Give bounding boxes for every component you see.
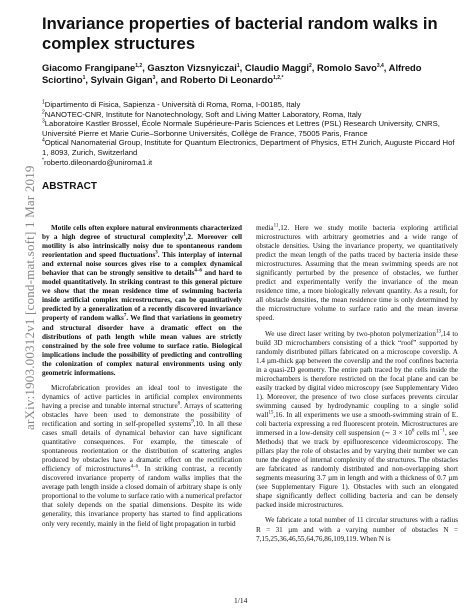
author-affil-mark: 1,2,* bbox=[273, 74, 284, 81]
affiliation: $^4$Optical Nanomaterial Group, Institute for Quantum Electronics, Department of Physics, ETH Zurich, Auguste Piccard Hof 1, 8093, Zurich, Switzerland bbox=[42, 137, 455, 157]
affiliation: $^3$Laboratoire Kastler Brossel, École Normale Supérieure-Paris Sciences et Lettres (PSL) Research University, CNRS, Université Pierre et Marie Curie–Sorbonne Universités, Collège de France, 75005 Paris, France bbox=[42, 118, 440, 138]
right-column bbox=[256, 224, 458, 546]
arxiv-stamp: arXiv:1903.00312v1 [cond-mat.soft] 1 Mar 2019 bbox=[22, 165, 37, 430]
author-affil-mark: 3,4 bbox=[376, 62, 384, 69]
author-name: Alfredo Sciortino bbox=[42, 62, 422, 85]
abstract-paragraph: Motile cells often explore natural environments characterized by a high degree of structural complexity$^1$,2. Moreover cell motility is also intrinsically noisy due to spontaneous random reorientation and speed fluctuations$^3$. This interplay of internal and external noise sources gives rise to a complex dynamical behavior that can be strongly sensitive to details$^{4-6}$ and hard to model quantitatively. In striking contrast to this general picture we show that the mean residence time of swimming bacteria inside artificial complex microstructures, can be quantitatively predicted by a generalization of a recently discovered invariance property of random walks$^7$. We find that variations in geometry and structural disorder have a dramatic effect on the distributions of path length while mean values are strictly constrained by the sole free volume to surface ratio. Biological implications include the possibility of predicting and controlling the colonization of complex natural environments using only geometric informations. bbox=[42, 224, 243, 377]
author-affil-mark: 2 bbox=[308, 62, 312, 69]
author-affil-mark: 1 bbox=[82, 74, 86, 81]
author-name: Claudio Maggi bbox=[244, 62, 309, 73]
body-paragraph-3: We fabricate a total number of 11 circular structures with a radius R = 31 µm and with a varying number of obstacles N = 7,15,25,36,46,55,64,76,86,109,119. When N is bbox=[256, 516, 458, 543]
author-name: Gaszton Vizsnyiczai bbox=[147, 62, 237, 73]
author-name: Sylvain Gigan bbox=[90, 74, 153, 85]
author-affil-mark: 1 bbox=[236, 62, 240, 69]
abstract-heading: ABSTRACT bbox=[42, 181, 97, 192]
author-affil-mark: 3 bbox=[152, 74, 156, 81]
arxiv-stamp-margin bbox=[0, 0, 40, 613]
affiliation: $^2$NANOTEC-CNR, Institute for Nanotechnology, Soft and Living Matter Laboratory, Roma, Italy bbox=[42, 109, 362, 119]
author-name: Giacomo Frangipane bbox=[42, 62, 136, 73]
affiliation: $^1$Dipartimento di Fisica, Sapienza - Università di Roma, Roma, I-00185, Italy bbox=[42, 99, 301, 109]
author-name: Romolo Savo bbox=[316, 62, 377, 73]
affiliation: *roberto.dileonardo@uniroma1.it bbox=[42, 157, 153, 167]
page-number: 1/14 bbox=[234, 596, 248, 605]
author-affil-mark: 1,2 bbox=[135, 62, 143, 69]
author-name: and Roberto Di Leonardo bbox=[160, 74, 274, 85]
affiliation-list bbox=[42, 100, 462, 167]
body-paragraph-2: We use direct laser writing by two-photon polymerization$^{13}$,14 to build 3D microchambers consisting of a thick “roof” supported by randomly distributed pillars fabricated on a microscope coverslip. A 1.4 µm-thick gap between the coverslip and the roof confines bacteria in a quasi-2D geometry. The entire path traced by the cells inside the microchambers is therefore restricted on the focal plane and can be easily tracked by digital video microscopy (see Supplementary Video 1). Moreover, the presence of two close surfaces prevents circular swimming caused by hydrodynamic coupling to a single solid wall$^{15}$,16. In all experiments we use a smooth-swimming strain of E. coli bacteria expressing a red fluorescent protein. Microstructures are immersed in a low-density cell suspension (∼ $3 \times 10^6$ cells $ml^{-1}$, see Methods) that we track by epifluorescence videomicroscopy. The pillars play the role of obstacles and by varying their number we can tune the degree of internal complexity of the structures. The obstacles are fabricated as randomly distributed and non-overlapping short segments measuring 3.7 µm in length and with a thickness of 0.7 µm (see Supplementary Figure 1). Obstacles with such an elongated shape significantly deflect colliding bacteria and can be densely packed inside microstructures. bbox=[256, 329, 459, 510]
left-column bbox=[42, 224, 242, 531]
intro-paragraph: Microfabrication provides an ideal tool to investigate the dynamics of active particles in artificial complex environments having a precise and tunable internal structure$^8$. Arrays of scattering obstacles have been used to demonstrate the possibility of rectification and sorting in self-propelled systems$^9$,10. In all these cases small details of dynamical behavior can have significant quantitative consequences. For example, the timescale of spontaneous reorientation or the distribution of scattering angles produced by obstacles have a dramatic effect on the rectification efficiency of microstructures$^{4-6}$. In striking contrast, a recently discovered invariance property of random walks implies that the average path length inside a closed domain of arbitrary shape is only proportional to the volume to surface ratio with a numerical prefactor that solely depends on the spatial dimensions. Despite its wide generality, this invariance property has started to find applications only very recently, mainly in the field of light propagation in turbid bbox=[42, 383, 242, 528]
author-list: Giacomo Frangipane$^{1,2}$, Gaszton Vizsnyiczai$^1$, Claudio Maggi$^2$, Romolo Savo$^{3,4}$, Alfredo Sciortino$^1$, Sylvain Gigan$^3$, and Roberto Di Leonardo$^{1,2,*}$ bbox=[42, 62, 422, 85]
paper-title: Invariance properties of bacterial random walks in complex structures bbox=[42, 14, 438, 53]
body-paragraph-1: media$^{11}$,12. Here we study motile bacteria exploring artificial microstructures with arbitrary geometries and a wide range of obstacle densities. Using the invariance property, we quantitatively predict the mean length of the paths traced by bacteria inside these microstructures. Assuming that the mean swimming speeds are not significantly perturbed by the presence of obstacles, we further predict and experimentally verify the invariance of the mean residence time, a more biologically relevant quantity. As a result, for all obstacle densities, the mean residence time is only determined by the microstructure volume to surface ratio and the mean inverse speed. bbox=[256, 223, 458, 323]
